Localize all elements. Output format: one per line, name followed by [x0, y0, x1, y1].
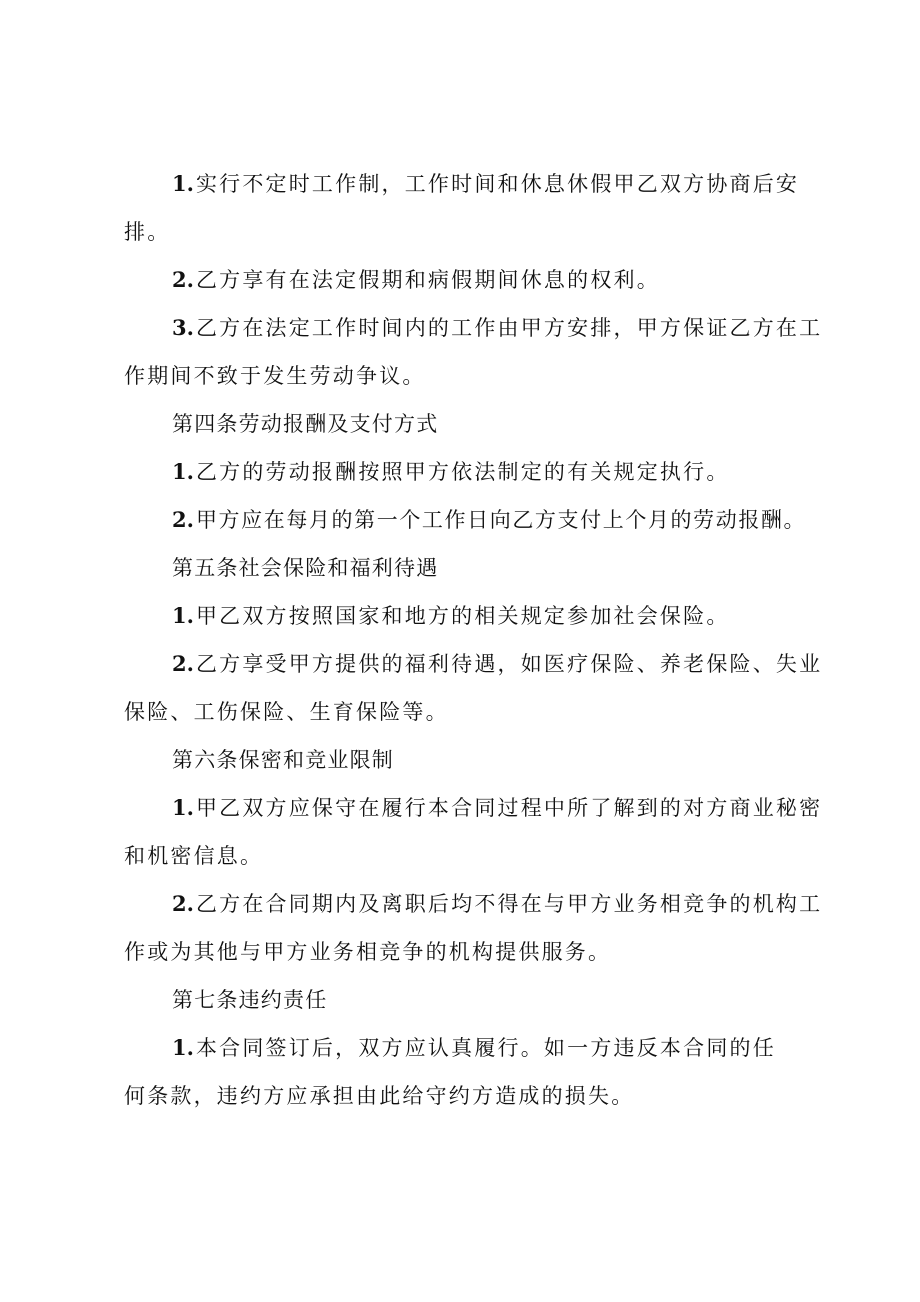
item-number: 2.: [172, 651, 194, 676]
paragraph-item: [124, 784, 824, 880]
paragraph-item: [124, 880, 824, 976]
item-number: 1.: [172, 459, 194, 484]
paragraph-item: [124, 448, 824, 496]
section-heading: [124, 544, 824, 592]
paragraph-item: [124, 1024, 784, 1120]
item-number: 2.: [172, 267, 194, 292]
item-number: 3.: [172, 315, 194, 340]
paragraph-item: [124, 496, 824, 544]
paragraph-text: 实行不定时工作制，工作时间和休息休假甲乙双方协商后安排。: [124, 172, 800, 244]
paragraph-item: [124, 640, 824, 736]
item-number: 2.: [172, 507, 194, 532]
paragraph-text: 乙方的劳动报酬按照甲方依法制定的有关规定执行。: [195, 460, 730, 484]
section-heading-text: 第四条劳动报酬及支付方式: [172, 412, 439, 436]
paragraph-item: [124, 592, 824, 640]
paragraph-text: 甲乙双方应保守在履行本合同过程中所了解到的对方商业秘密和机密信息。: [124, 796, 823, 868]
item-number: 1.: [172, 795, 194, 820]
paragraph-item: [124, 160, 824, 256]
paragraph-text: 乙方在合同期内及离职后均不得在与甲方业务相竞争的机构工作或为其他与甲方业务相竞争的机构提供服务。: [124, 892, 823, 964]
paragraph-text: 甲乙双方按照国家和地方的相关规定参加社会保险。: [195, 604, 730, 628]
paragraph-item: [124, 304, 824, 400]
paragraph-text: 乙方享有在法定假期和病假期间休息的权利。: [195, 268, 660, 292]
paragraph-text: 本合同签订后，双方应认真履行。如一方违反本合同的任何条款，违约方应承担由此给守约方造成的损失。: [124, 1036, 776, 1108]
section-heading-text: 第六条保密和竞业限制: [172, 748, 394, 772]
item-number: 1.: [172, 603, 194, 628]
paragraph-text: 甲方应在每月的第一个工作日向乙方支付上个月的劳动报酬。: [195, 508, 807, 532]
item-number: 2.: [172, 891, 194, 916]
section-heading-text: 第五条社会保险和福利待遇: [172, 556, 439, 580]
section-heading: [124, 736, 824, 784]
item-number: 1.: [172, 1035, 194, 1060]
paragraph-text: 乙方享受甲方提供的福利待遇，如医疗保险、养老保险、失业保险、工伤保险、生育保险等。: [124, 652, 823, 724]
section-heading: [124, 400, 824, 448]
paragraph-text: 乙方在法定工作时间内的工作由甲方安排，甲方保证乙方在工作期间不致于发生劳动争议。: [124, 316, 823, 388]
section-heading-text: 第七条违约责任: [172, 988, 328, 1012]
document-body: [124, 160, 824, 1120]
item-number: 1.: [172, 171, 194, 196]
section-heading: [124, 976, 824, 1024]
paragraph-item: [124, 256, 824, 304]
